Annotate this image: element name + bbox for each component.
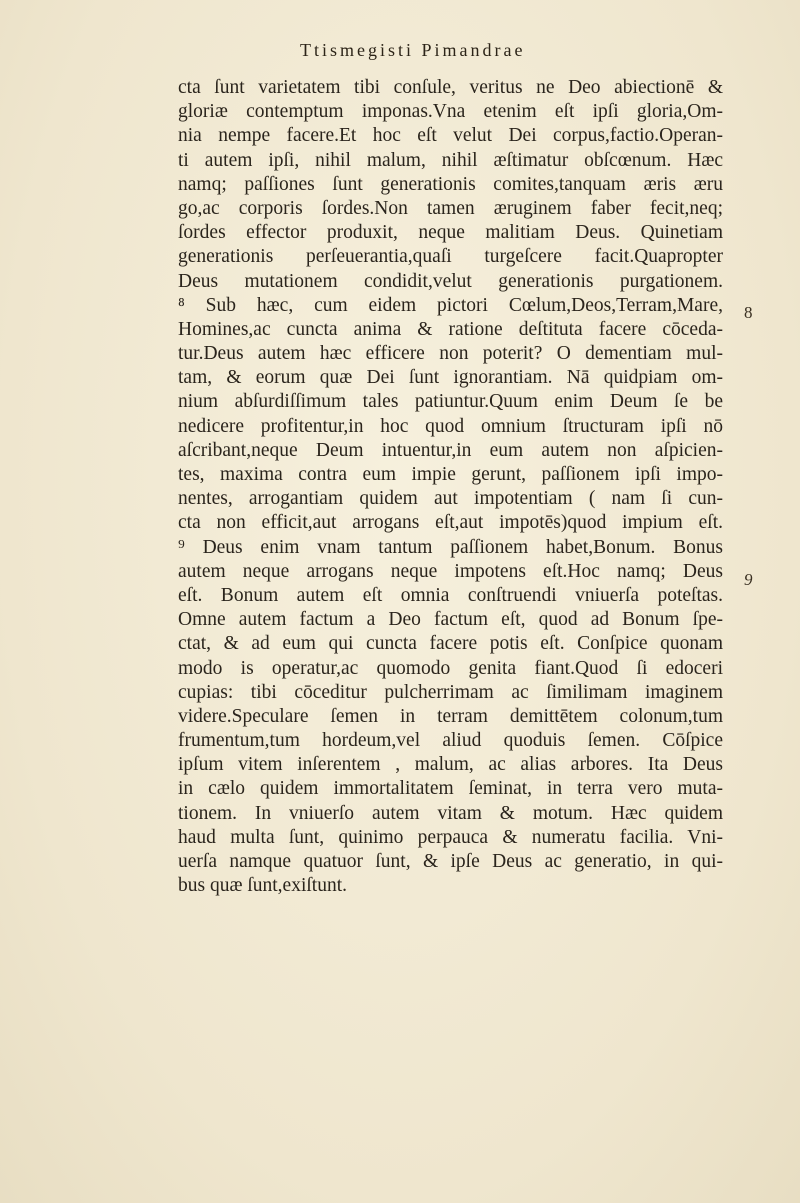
margin-note-9: 9 [744,570,753,589]
text-line: ⁹ Deus enim vnam tantum paſſionem habet,Bonum. Bonus [178,536,723,558]
text-line: videre.Speculare ſemen in terram demittētem colonum,tum [178,705,723,727]
text-line: nedicere profitentur,in hoc quod omnium ſtructuram ipſi nō [178,415,723,437]
text-line: cupias: tibi cōceditur pulcherrimam ac ſimilimam imaginem [178,681,723,703]
text-line: frumentum,tum hordeum,vel aliud quoduis ſemen. Cōſpice [178,730,723,752]
text-line: haud multa ſunt, quinimo perpauca & numeratu facilia. Vni- [178,826,723,848]
text-line: tam, & eorum quæ Dei ſunt ignorantiam. Nā quidpiam om- [178,367,723,389]
text-line: Deus mutationem condidit,velut generationis purgationem. [178,270,723,292]
running-head: Ttismegisti Pimandrae [300,40,526,60]
text-line: tur.Deus autem hæc efficere non poterit? O dementiam mul- [178,343,723,365]
text-line: Omne autem factum a Deo factum eſt, quod ad Bonum ſpe- [178,609,723,631]
text-line: nia nempe facere.Et hoc eſt velut Dei corpus,factio.Operan- [178,125,723,147]
text-line: nentes, arrogantiam quidem aut impotentiam ( nam ſi cun- [178,488,723,510]
text-line: gloriæ contemptum imponas.Vna etenim eſt ipſi gloria,Om- [178,101,723,123]
text-line: modo is operatur,ac quomodo genita fiant.Quod ſi edoceri [178,657,723,679]
text-line: aſcribant,neque Deum intuentur,in eum autem non aſpicien- [178,439,723,461]
text-line: ſordes effector produxit, neque malitiam Deus. Quinetiam [178,222,723,244]
text-line: ipſum vitem inſerentem , malum, ac alias arbores. Ita Deus [178,754,723,776]
text-line: autem neque arrogans neque impotens eſt.Hoc namq; Deus [178,560,723,582]
text-line: go,ac corporis ſordes.Non tamen æruginem faber fecit,neq; [178,197,723,219]
body-text [178,76,723,898]
text-line: uerſa namque quatuor ſunt, & ipſe Deus ac generatio, in qui- [178,851,723,872]
text-line: ti autem ipſi, nihil malum, nihil æſtimatur obſcœnum. Hæc [178,149,723,171]
text-line: in cælo quidem immortalitatem ſeminat, in terra vero muta- [178,778,723,800]
text-line: nium abſurdiſſimum tales patiuntur.Quum enim Deum ſe be [178,391,723,413]
text-line: tes, maxima contra eum impie gerunt, paſſionem ipſi impo- [178,464,723,485]
text-line: namq; paſſiones ſunt generationis comites,tanquam æris æru [178,173,723,195]
text-line: eſt. Bonum autem eſt omnia conſtruendi vniuerſa poteſtas. [178,584,723,606]
text-line: cta non efficit,aut arrogans eſt,aut impotēs)quod impium eſt. [178,512,723,534]
text-line: Homines,ac cuncta anima & ratione deſtituta facere cōceda- [178,318,723,340]
text-line: ctat, & ad eum qui cuncta facere potis eſt. Conſpice quonam [178,633,723,655]
text-line: ⁸ Sub hæc, cum eidem pictori Cœlum,Deos,Terram,Mare, [178,294,723,316]
margin-note-8: 8 [744,303,753,322]
text-line: generationis perſeuerantia,quaſi turgeſcere facit.Quapropter [178,246,723,268]
text-line: cta ſunt varietatem tibi conſule, veritus ne Deo abiectionē & [178,77,723,98]
text-line: bus quæ ſunt,exiſtunt. [178,875,348,897]
text-line: tionem. In vniuerſo autem vitam & motum. Hæc quidem [178,802,723,824]
